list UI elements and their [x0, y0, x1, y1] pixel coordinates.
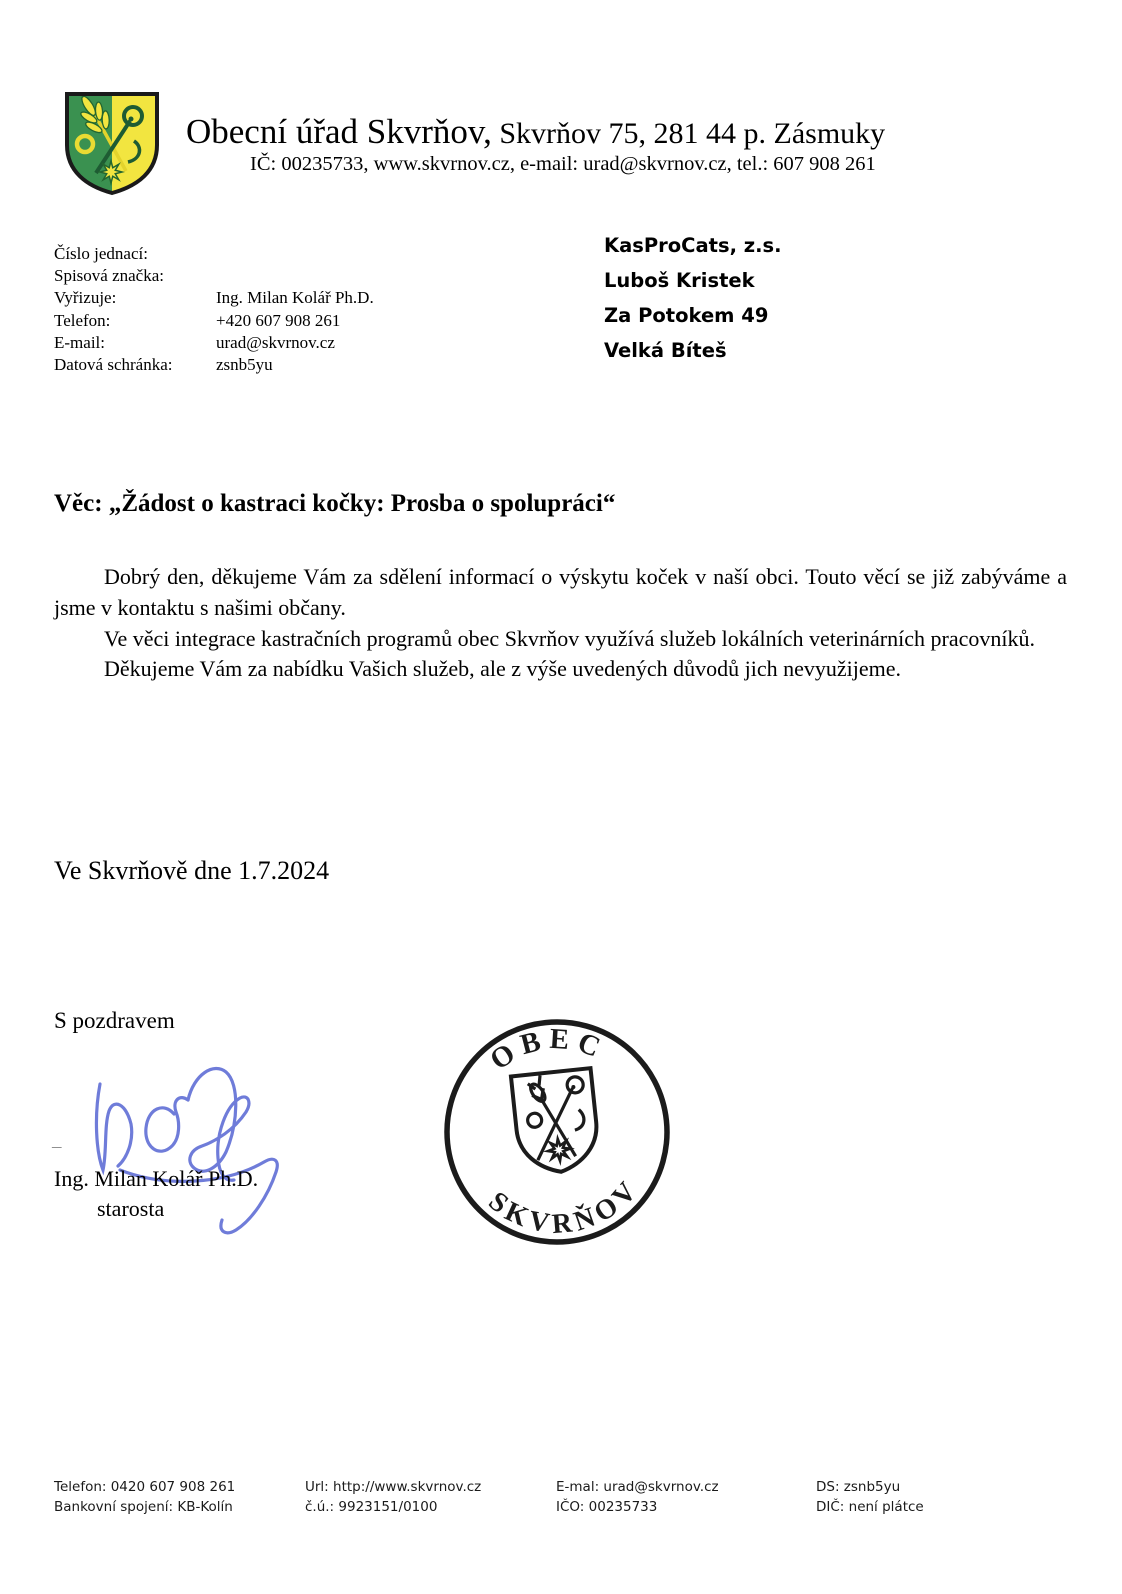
subject-line: Věc: „Žádost o kastraci kočky: Prosba o spolupráci“ — [54, 490, 616, 517]
ref-value: urad@skvrnov.cz — [216, 332, 335, 352]
footer-column-ds-dic — [816, 1477, 924, 1517]
footer-email: E-mal: urad@skvrnov.cz — [556, 1479, 719, 1495]
footer-column-url-account — [305, 1477, 481, 1517]
ref-label: Vyřizuje: — [54, 288, 117, 308]
ref-value: Ing. Milan Kolář Ph.D. — [216, 288, 374, 308]
svg-text:SKVRŇOV — [480, 1171, 650, 1248]
reference-row — [54, 310, 374, 332]
stamp-top-text: OBEC — [484, 1022, 612, 1077]
footer-phone: Telefon: 0420 607 908 261 — [54, 1479, 236, 1495]
recipient-address — [604, 228, 782, 368]
place-and-date: Ve Skvrňově dne 1.7.2024 — [54, 856, 330, 885]
body-paragraph: Děkujeme Vám za nabídku Vašich služeb, ale z výše uvedených důvodů jich nevyužijeme. — [104, 656, 902, 682]
body-paragraph: Ve věci integrace kastračních programů obec Skvrňov využívá služeb lokálních veterinárních pracovníků. — [104, 625, 1035, 651]
footer-account: č.ú.: 9923151/0100 — [305, 1499, 438, 1515]
recipient-line: KasProCats, z.s. — [604, 234, 782, 257]
recipient-line: Luboš Kristek — [604, 269, 755, 292]
salutation: S pozdravem — [54, 1008, 175, 1033]
reference-row — [54, 287, 374, 309]
signer-title: starosta — [97, 1196, 165, 1221]
footer-dic: DIČ: není plátce — [816, 1499, 924, 1515]
footer-url: Url: http://www.skvrnov.cz — [305, 1479, 482, 1495]
footer-ico: IČO: 00235733 — [556, 1499, 658, 1515]
letter-body — [54, 562, 1067, 685]
reference-row — [54, 243, 374, 265]
stray-pen-dash: – — [52, 1136, 62, 1157]
ref-label: Telefon: — [54, 310, 111, 330]
stamp-bottom-text: SKVRŇOV — [482, 1172, 647, 1241]
official-round-stamp — [417, 1003, 698, 1261]
office-address: Skvrňov 75, 281 44 p. Zásmuky — [491, 117, 886, 150]
recipient-line: Za Potokem 49 — [604, 304, 769, 327]
signer-name: Ing. Milan Kolář Ph.D. — [54, 1166, 259, 1191]
office-name: Obecní úřad Skvrňov, — [186, 112, 492, 151]
footer-column-phone-bank — [54, 1477, 235, 1517]
ref-value: zsnb5yu — [216, 355, 273, 375]
footer-databox: DS: zsnb5yu — [816, 1479, 901, 1495]
letterhead-contacts: IČ: 00235733, www.skvrnov.cz, e-mail: urad@skvrnov.cz, tel.: 607 908 261 — [250, 153, 876, 175]
footer-bank: Bankovní spojení: KB-Kolín — [54, 1499, 233, 1515]
ref-value: +420 607 908 261 — [216, 310, 341, 330]
reference-row — [54, 332, 374, 354]
reference-block — [54, 243, 374, 376]
body-paragraph: Dobrý den, děkujeme Vám za sdělení informací o výskytu koček v naší obci. Touto věcí se již zabýváme a jsme v kontaktu s našimi občany. — [54, 564, 1067, 620]
ref-label: E-mail: — [54, 332, 105, 352]
ref-label: Datová schránka: — [54, 355, 173, 375]
ref-label: Číslo jednací: — [54, 244, 148, 263]
footer-column-email-ico — [556, 1477, 719, 1517]
recipient-line: Velká Bíteš — [604, 339, 727, 362]
letterhead-title — [186, 112, 885, 152]
municipal-coat-of-arms-icon — [62, 89, 162, 197]
ref-label: Spisová značka: — [54, 266, 164, 286]
reference-row — [54, 265, 374, 287]
reference-row — [54, 354, 374, 376]
